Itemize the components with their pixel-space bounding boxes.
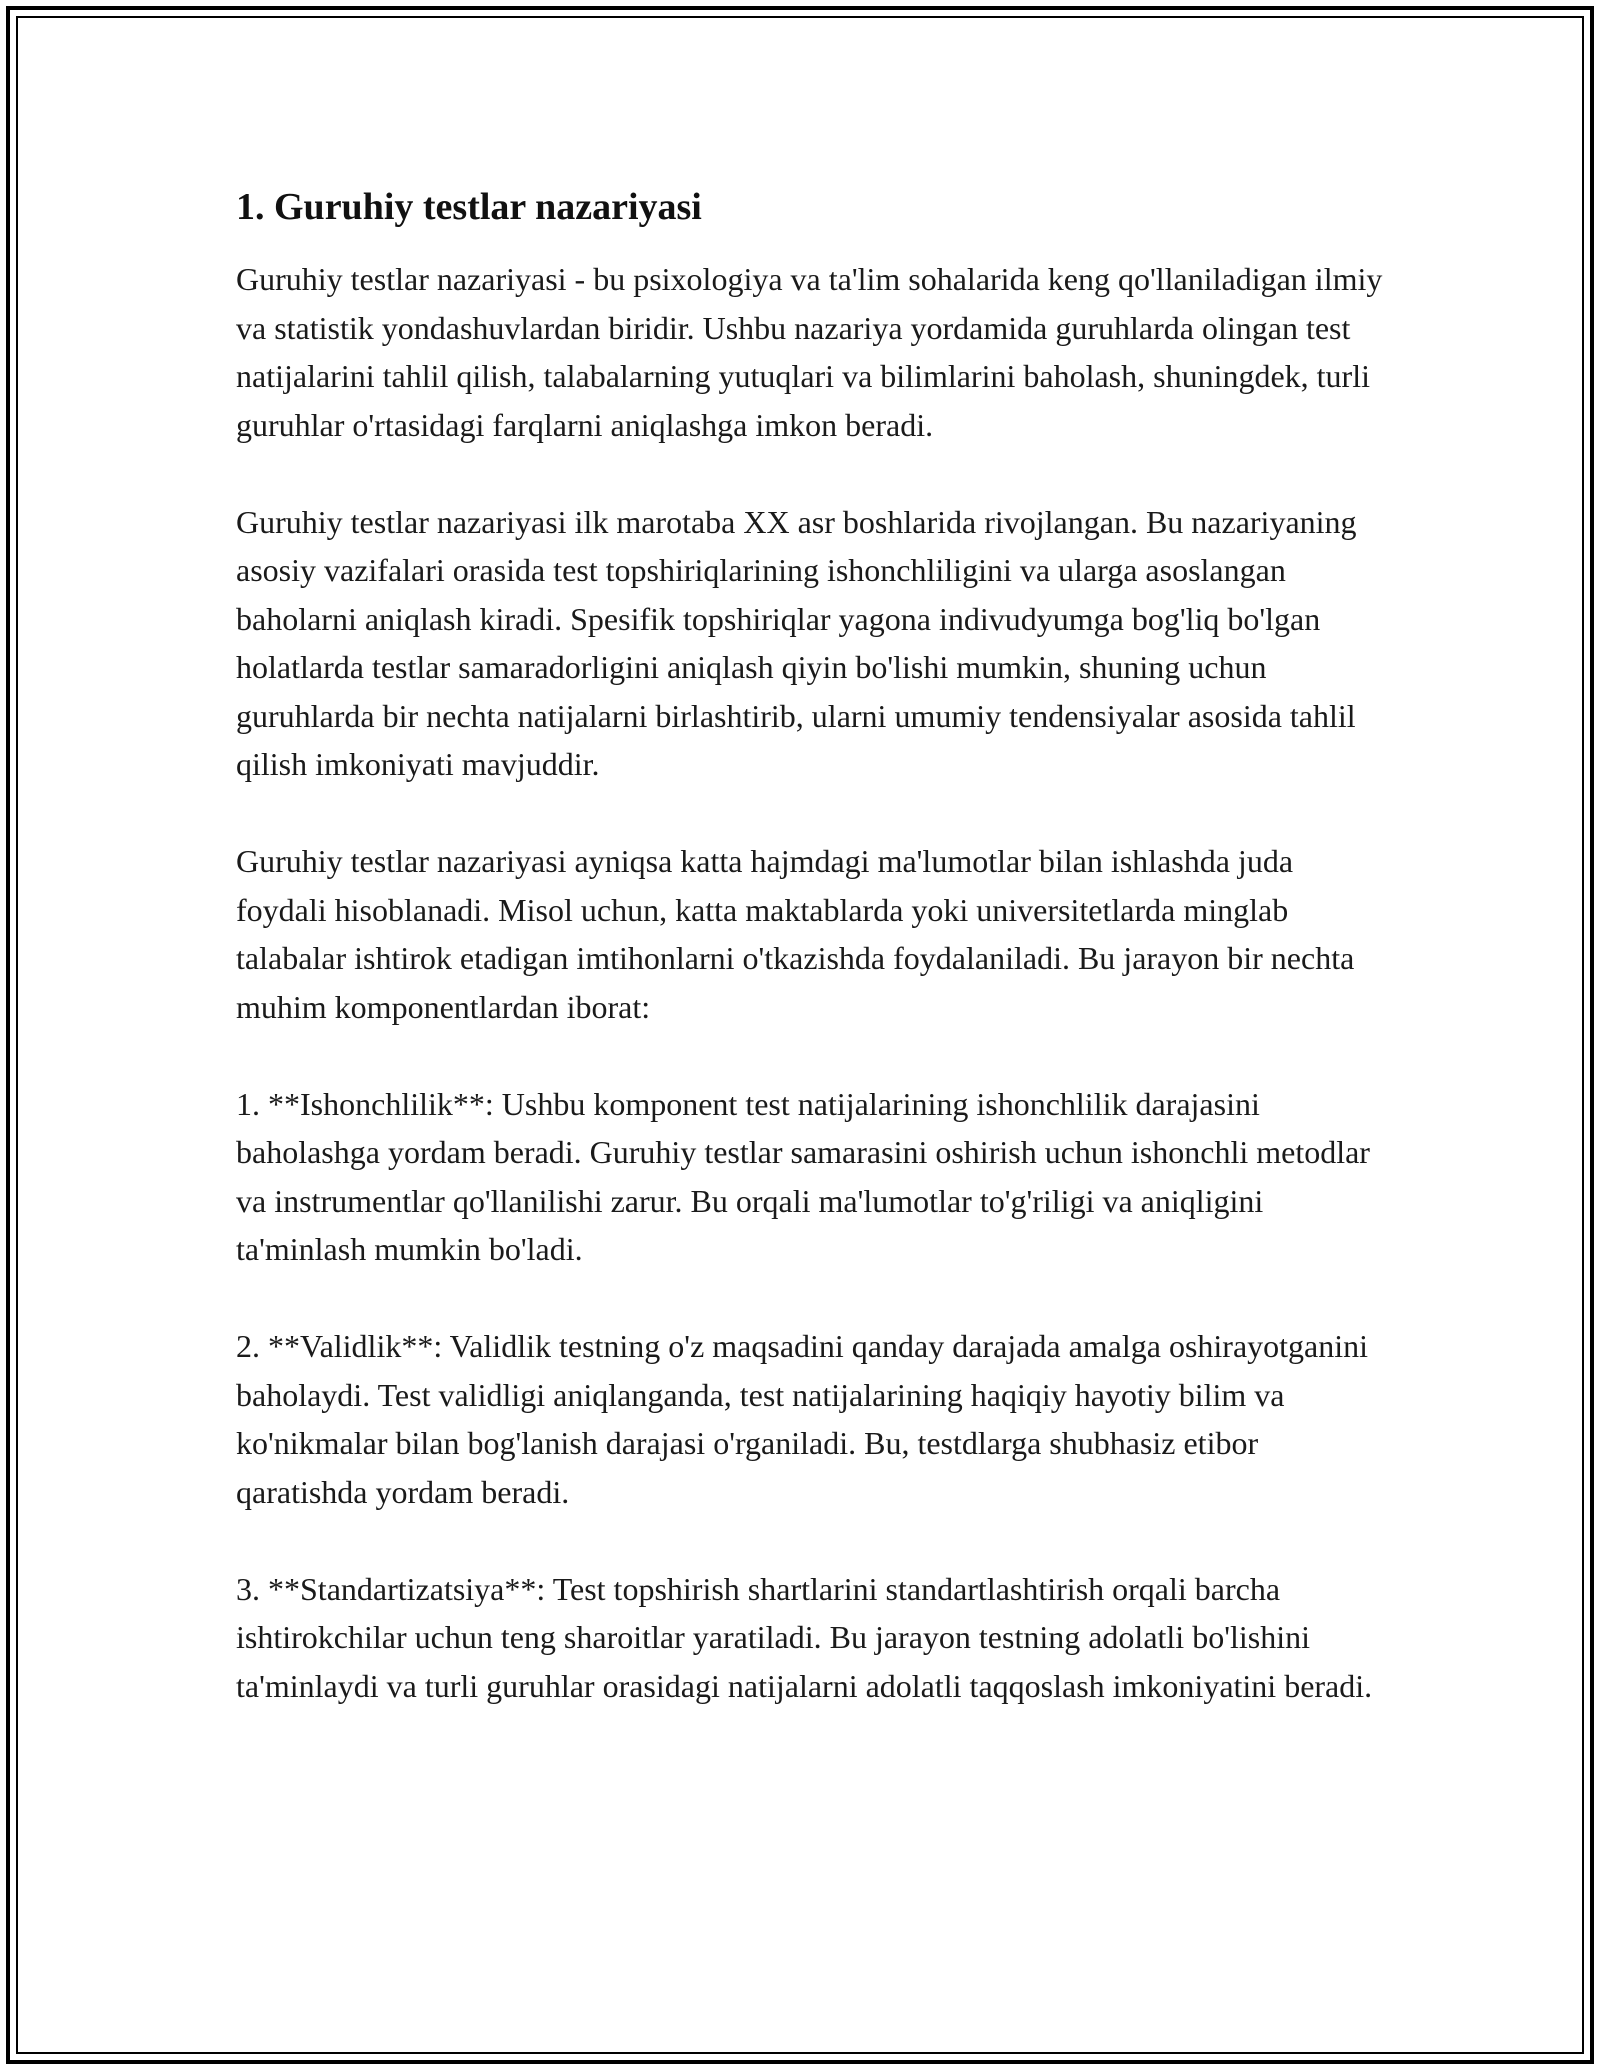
list-item-reliability: 1. **Ishonchlilik**: Ushbu komponent test natijalarining ishonchlilik darajasini baholashga yordam beradi. Guruhiy testlar samarasini oshirish uchun ishonchli metodlar va instrumentlar qo'llanilishi zarur. Bu orqali ma'lumotlar to'g'riligi va aniqligini ta'minlash mumkin bo'ladi. [236, 1085, 1370, 1267]
paragraph-intro: Guruhiy testlar nazariyasi - bu psixologiya va ta'lim sohalarida keng qo'llaniladigan ilmiy va statistik yondashuvlardan biridir. Ushbu nazariya yordamida guruhlarda olingan test natijalarini tahlil qilish, talabalarning yutuqlari va bilimlarini baholash, shuningdek, turli guruhlar o'rtasidagi farqlarni aniqlashga imkon beradi. [236, 261, 1383, 443]
list-item-validity: 2. **Validlik**: Validlik testning o'z maqsadini qanday darajada amalga oshirayotganini baholaydi. Test validligi aniqlanganda, test natijalarining haqiqiy hayotiy bilim va ko'nikmalar bilan bog'lanish darajasi o'rganiladi. Bu, testdlarga shubhasiz etibor qaratishda yordam beradi. [236, 1328, 1369, 1510]
paragraph-history: Guruhiy testlar nazariyasi ilk marotaba XX asr boshlarida rivojlangan. Bu nazariyaning asosiy vazifalari orasida test topshiriqlarining ishonchliligini va ularga asoslangan baholarni aniqlash kiradi. Spesifik topshiriqlar yagona indivudyumga bog'liq bo'lgan holatlarda testlar samaradorligini aniqlash qiyin bo'lishi mumkin, shuning uchun guruhlarda bir nechta natijalarni birlashtirib, ularni umumiy tendensiyalar asosida tahlil qilish imkoniyati mavjuddir. [236, 503, 1357, 782]
paragraph-usage: Guruhiy testlar nazariyasi ayniqsa katta hajmdagi ma'lumotlar bilan ishlashda juda foydali hisoblanadi. Misol uchun, katta maktablarda yoki universitetlarda minglab talabalar ishtirok etadigan imtihonlarni o'tkazishda foydalaniladi. Bu jarayon bir nechta muhim komponentlardan iborat: [236, 843, 1355, 1025]
document-body [236, 185, 1386, 1759]
section-heading: 1. Guruhiy testlar nazariyasi [236, 186, 702, 228]
list-item-standardization: 3. **Standartizatsiya**: Test topshirish shartlarini standartlashtirish orqali barcha ishtirokchilar uchun teng sharoitlar yaratiladi. Bu jarayon testning adolatli bo'lishini ta'minlaydi va turli guruhlar orasidagi natijalarni adolatli taqqoslash imkoniyatini beradi. [236, 1570, 1373, 1704]
